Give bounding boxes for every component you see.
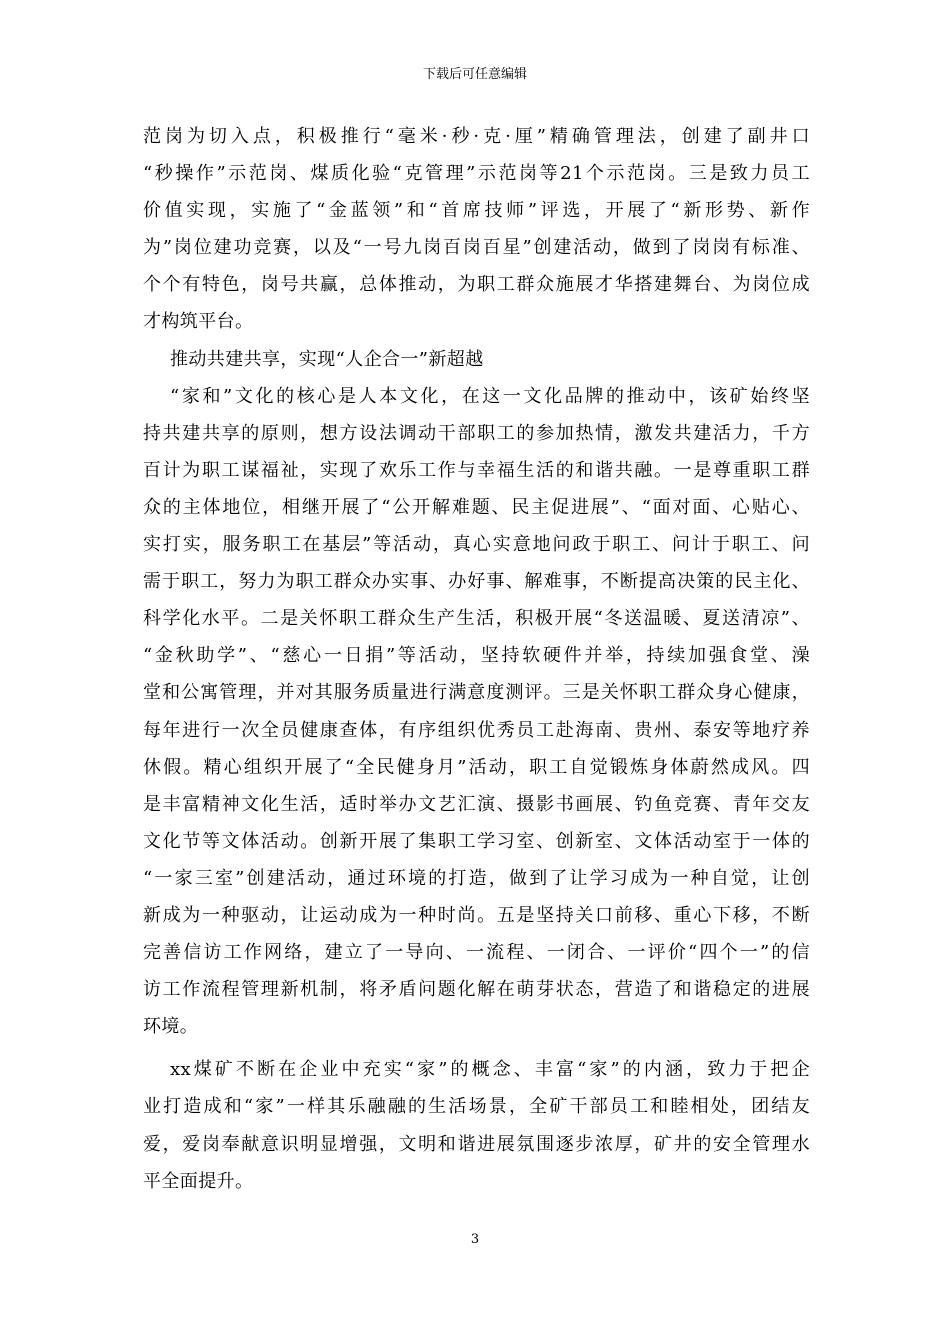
paragraph-1: [143, 118, 810, 341]
text-line: “一家三室”创建活动，通过环境的打造，做到了让学习成为一种自觉，让创: [143, 867, 810, 889]
section-heading: [143, 341, 810, 378]
text-line: 众的主体地位，相继开展了“公开解难题、民主促进展”、“面对面、心贴心、: [143, 496, 810, 518]
paragraph-2: [143, 378, 810, 1046]
text-line: 完善信访工作网络，建立了一导向、一流程、一闭合、一评价“四个一”的信: [143, 942, 810, 964]
text-line: 需于职工，努力为职工群众办实事、办好事、解难事，不断提高决策的民主化、: [143, 571, 810, 593]
text-line: 持共建共享的原则，想方设法调动干部职工的参加热情，激发共建活力，千方: [143, 422, 810, 444]
paragraph-3: [143, 1051, 810, 1199]
text-line: 才构筑平台。: [143, 311, 254, 333]
page-header: 下载后可任意编辑: [422, 67, 527, 82]
text-line: 为”岗位建功竞赛，以及“一号九岗百岗百星”创建活动，做到了岗岗有标准、: [143, 237, 810, 259]
text-line: 爱，爱岗奉献意识明显增强，文明和谐进展氛围逐步浓厚，矿井的安全管理水: [143, 1133, 810, 1155]
text-line: “家和”文化的核心是人本文化，在这一文化品牌的推动中，该矿始终坚: [170, 385, 810, 407]
text-line: 百计为职工谋福祉，实现了欢乐工作与幸福生活的和谐共融。一是尊重职工群: [143, 459, 810, 481]
text-line: 科学化水平。二是关怀职工群众生产生活，积极开展“冬送温暖、夏送清凉”、: [143, 608, 810, 630]
text-line: 业打造成和“家”一样其乐融融的生活场景，全矿干部员工和睦相处，团结友: [143, 1096, 810, 1118]
text-line: 范岗为切入点，积极推行“毫米·秒·克·厘”精确管理法，创建了副井口: [143, 126, 810, 147]
text-line: 是丰富精神文化生活，适时举办文艺汇演、摄影书画展、钓鱼竞赛、青年交友: [143, 793, 810, 815]
text-line: 访工作流程管理新机制，将矛盾问题化解在萌芽状态，营造了和谐稳定的进展: [143, 979, 810, 1001]
text-line: “金秋助学”、“慈心一日捐”等活动，坚持软硬件并举，持续加强食堂、澡: [143, 645, 810, 667]
text-line: “秒操作”示范岗、煤质化验“克管理”示范岗等21个示范岗。三是致力员工: [143, 163, 810, 185]
text-line: 个个有特色，岗号共赢，总体推动，为职工群众施展才华搭建舞台、为岗位成: [143, 274, 810, 296]
text-line: 平全面提升。: [143, 1170, 254, 1192]
text-line: 每年进行一次全员健康查体，有序组织优秀员工赴海南、贵州、泰安等地疗养: [143, 719, 810, 741]
heading-line: 推动共建共享，实现“人企合一”新超越: [170, 348, 484, 370]
text-line: xx煤矿不断在企业中充实“家”的概念、丰富“家”的内涵，致力于把企: [170, 1059, 810, 1081]
text-line: 文化节等文体活动。创新开展了集职工学习室、创新室、文体活动室于一体的: [143, 830, 810, 852]
text-line: 环境。: [143, 1016, 199, 1038]
text-line: 新成为一种驱动，让运动成为一种时尚。五是坚持关口前移、重心下移，不断: [143, 904, 810, 926]
text-line: 价值实现，实施了“金蓝领”和“首席技师”评选，开展了“新形势、新作: [143, 200, 810, 222]
text-line: 实打实，服务职工在基层”等活动，真心实意地问政于职工、问计于职工、问: [143, 534, 810, 556]
text-line: 堂和公寓管理，并对其服务质量进行满意度测评。三是关怀职工群众身心健康，: [143, 682, 810, 704]
text-line: 休假。精心组织开展了“全民健身月”活动，职工自觉锻炼身体蔚然成风。四: [143, 756, 810, 778]
page-number: 3: [470, 1232, 480, 1247]
document-body: [143, 118, 810, 1200]
